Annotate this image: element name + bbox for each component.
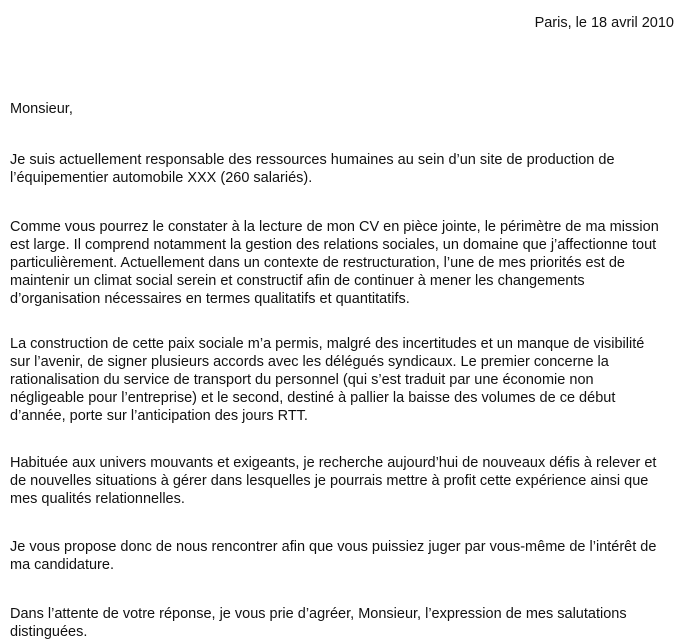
paragraph-line: Je vous propose donc de nous rencontrer afin que vous puissiez juger par vous-même de l’intérêt de: [10, 539, 657, 555]
paragraph-line: maintenir un climat social serein et constructif afin de continuer à mener les changements: [10, 273, 585, 289]
paragraph-intro: [10, 151, 680, 187]
paragraph-meeting: [10, 538, 680, 574]
paragraph-line: sur l’avenir, de signer plusieurs accords avec les délégués syndicaux. Le premier concerne la: [10, 354, 609, 370]
paragraph-mission: [10, 218, 680, 308]
paragraph-line: est large. Il comprend notamment la gestion des relations sociales, un domaine que j’affectionne tout: [10, 237, 657, 253]
letter-date: Paris, le 18 avril 2010: [534, 15, 674, 31]
salutation: [10, 100, 680, 118]
paragraph-line: de nouvelles situations à gérer dans lesquelles je pourrais mettre à profit cette expérience ainsi que: [10, 473, 649, 489]
paragraph-line: distinguées.: [10, 624, 88, 640]
paragraph-motivation: [10, 454, 680, 508]
paragraph-line: l’équipementier automobile XXX (260 salariés).: [10, 170, 313, 186]
paragraph-line: mes qualités relationnelles.: [10, 491, 185, 507]
paragraph-achievements: [10, 335, 680, 425]
salutation-line: Monsieur,: [10, 101, 73, 117]
paragraph-line: Comme vous pourrez le constater à la lecture de mon CV en pièce jointe, le périmètre de ma mission: [10, 219, 659, 235]
paragraph-line: Je suis actuellement responsable des ressources humaines au sein d’un site de production de: [10, 152, 615, 168]
paragraph-line: négligeable pour l’entreprise) et le second, destiné à pallier la baisse des volumes de ce début: [10, 390, 616, 406]
paragraph-line: ma candidature.: [10, 557, 114, 573]
paragraph-line: Dans l’attente de votre réponse, je vous prie d’agréer, Monsieur, l’expression de mes salutations: [10, 606, 627, 622]
paragraph-line: particulièrement. Actuellement dans un contexte de restructuration, l’une de mes priorités est de: [10, 255, 625, 271]
paragraph-line: rationalisation du service de transport du personnel (qui s’est traduit par une économie non: [10, 372, 594, 388]
paragraph-line: d’année, porte sur l’anticipation des jours RTT.: [10, 408, 308, 424]
paragraph-line: Habituée aux univers mouvants et exigeants, je recherche aujourd’hui de nouveaux défis à relever et: [10, 455, 657, 471]
paragraph-closing: [10, 605, 680, 641]
paragraph-line: d’organisation nécessaires en termes qualitatifs et quantitatifs.: [10, 291, 410, 307]
paragraph-line: La construction de cette paix sociale m’a permis, malgré des incertitudes et un manque de visibilité: [10, 336, 645, 352]
